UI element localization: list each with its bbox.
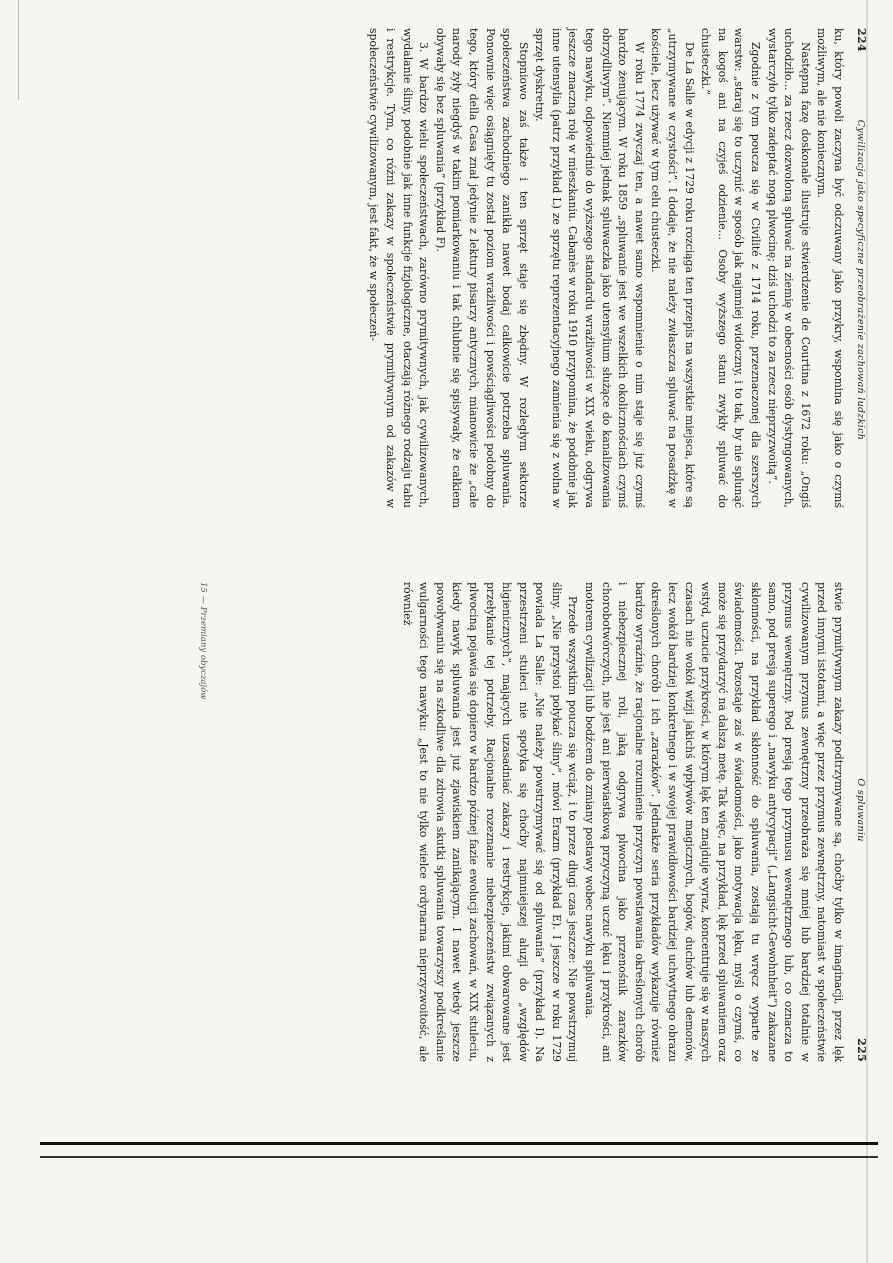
right-page-number: 225 <box>855 1038 868 1062</box>
paragraph: W roku 1774 zwyczaj ten, a nawet samo wspomnienie o nim staje się już czymś bardzo żenującym. W roku 1859 „spluwanie jest we wszelkich okolicznościach czymś obrzydliwym”. Niemniej jednak spluwaczka jako utensylium służące do kanalizowania tego nawyku, odpowiednio do wyższego standardu wrażliwości w XIX wieku, odgrywa jeszcze znaczną rolę w mieszkaniu. Cabanès w roku 1910 przypomina, że podobnie jak inne utensylia (patrz przykład L) ze sprzętu reprezentacyjnego zamienia się z wolna w sprzęt dyskretny. <box>533 28 646 508</box>
right-running-head <box>850 582 868 1062</box>
right-running-title: O spluwaniu <box>855 778 866 842</box>
scan-border-rule <box>40 1142 878 1145</box>
scan-edge-line <box>18 0 19 100</box>
paragraph: Zgodnie z tym poucza się w Civilité z 1714 roku, przeznaczonej dla szerszych warstw: „staraj się to uczynić w sposób jak najmniej widoczny, i to tak, by nie splunąć na kogoś ani na czyjeś odzienie... Osoby wyższego stanu zwykły spluwać do chusteczki.” <box>699 28 763 508</box>
paragraph: Stopniowo zaś także i ten sprzęt staje się zbędny. W rozległym sektorze społeczeństwa zachodniego zanikła nawet bodaj całkowicie potrzeba spluwania. Ponownie więc osiągnięty tu został poziom wrażliwości i powściągliwości podobny do tego, który della Casa znał jedynie z lektury pisarzy antycznych, mianowicie że „całe narody żyły niegdyś w takim pomiarkowaniu i tak chlubnie się spisywały, że całkiem obywały się bez spluwania” (przykład F). <box>433 28 530 508</box>
left-body-text <box>365 28 846 508</box>
paragraph: stwie prymitywnym zakazy podtrzymywane są, choćby tylko w imaginacji, przez lęk przed innymi istotami, a więc przez przymus zewnętrzny, natomiast w społeczeństwie cywilizowanym przymus zewnętrzny przeobraża się mniej lub bardziej totalnie w przymus wewnętrzny. Pod presją tego przymusu wewnętrznego lub, co oznacza to samo, pod presją superego i „nawyku antycypacji” („Langsicht-Gewohnheit”) zakazane skłonności, na przykład skłonność do spluwania, zostają tu wręcz wyparte ze świadomości. Pozostaje zaś w świadomości, jako motywacja lęku, myśl o czymś, co może się przydarzyć na dalszą metę. Tak więc, na przykład, lęk przed spluwaniem oraz wstyd, uczucie przykrości, w którym lęk ten znajduje wyraz, koncentruje się w naszych czasach nie wokół wizji jakichś wpływów magicznych, bogów, duchów lub demonów, lecz wokół bardziej konkretnego i w swojej prawidłowości bardziej uchwytnego obrazu określonych chorób i ich „zarazków”. Jednakże seria przykładów wykazuje również bardzo wyraźnie, że racjonalne rozumienie przyczyn powstawania określonych chorób i niebezpiecznej roli, jaką odgrywa plwocina jako przenośnik zarazków chorobotwórczych, nie jest ani pierwiastkową przyczyną uczuć lęku i przykrości, ani motorem cywilizacji lub bodźcem do zmiany postawy wobec nawyku spluwania. <box>583 582 845 1062</box>
scan-border-rule <box>40 1156 878 1158</box>
paragraph: 3. W bardzo wielu społeczeństwach, zarówno prymitywnych, jak cywilizowanych, wydalanie śliny, podobnie jak inne funkcje fizjologiczne, otaczają różnego rodzaju tabu i restrykcje. Tym, co różni zakazy w społeczeństwie prymitywnym od zakazów w społeczeństwie cywilizowanym, jest fakt, że w społeczeń- <box>367 28 431 508</box>
paragraph: Następną fazę doskonale ilustruje stwierdzenie de Courtina z 1672 roku: „Ongiś uchodziło... za rzecz dozwoloną spluwać na ziemię w obecności osób dystyngowanych, wystarczyło tylko zadeptać nogą plwocinę; dziś uchodzi to za rzecz nieprzyzwoitą”. <box>765 28 812 508</box>
left-page <box>148 28 868 508</box>
right-page <box>148 582 868 1062</box>
paragraph: De La Salle w edycji z 1729 roku rozciąga ten przepis na wszystkie miejsca, które są „utrzymywane w czystości”. I dodaje, że nie należy zwłaszcza spluwać na posadzkę w kościele, lecz używać w tym celu chusteczki. <box>649 28 696 508</box>
paragraph: Przede wszystkim poucza się wciąż, i to przez długi czas jeszcze: Nie powstrzymuj śliny. „Nie przystoi połykać śliny”, mówi Erazm (przykład E). I jeszcze w roku 1729 powiada La Salle: „Nie należy powstrzymywać się od spluwania” (przykład I). Na przestrzeni stuleci nie spotyka się choćby najmniejszej aluzji do „względów higienicznych”, mających uzasadniać zakazy i restrykcje, jakimi obwarowane jest przełykanie tej potrzeby. Racjonalne rozeznanie niebezpieczeństw związanych z plwociną pojawia się dopiero w bardzo późnej fazie ewolucji zachowań, w XIX stuleciu, kiedy nawyk spluwania jest już zjawiskiem zanikającym. I nawet wtedy jeszcze powoływaniu się na szkodliwe dla zdrowia skutki spluwania towarzyszy podkreślanie wulgarności tego nawyku: „Jest to nie tylko wielce ordynarna nieprzyzwoitość, ale również <box>400 582 580 1062</box>
left-running-title: Cywilizacja jako specyficzne przeobrażenie zachowań ludzkich <box>855 119 866 441</box>
paragraph: ku, który powoli zaczyna być odczuwany jako przykry, wspomina się jako o czymś możliwym, ale nie koniecznym. <box>815 28 845 508</box>
signature-footer: 15 — Przemiany obyczajów <box>198 582 208 700</box>
left-page-number: 224 <box>855 28 868 52</box>
left-running-head <box>850 28 868 508</box>
right-body-text <box>398 582 846 1062</box>
